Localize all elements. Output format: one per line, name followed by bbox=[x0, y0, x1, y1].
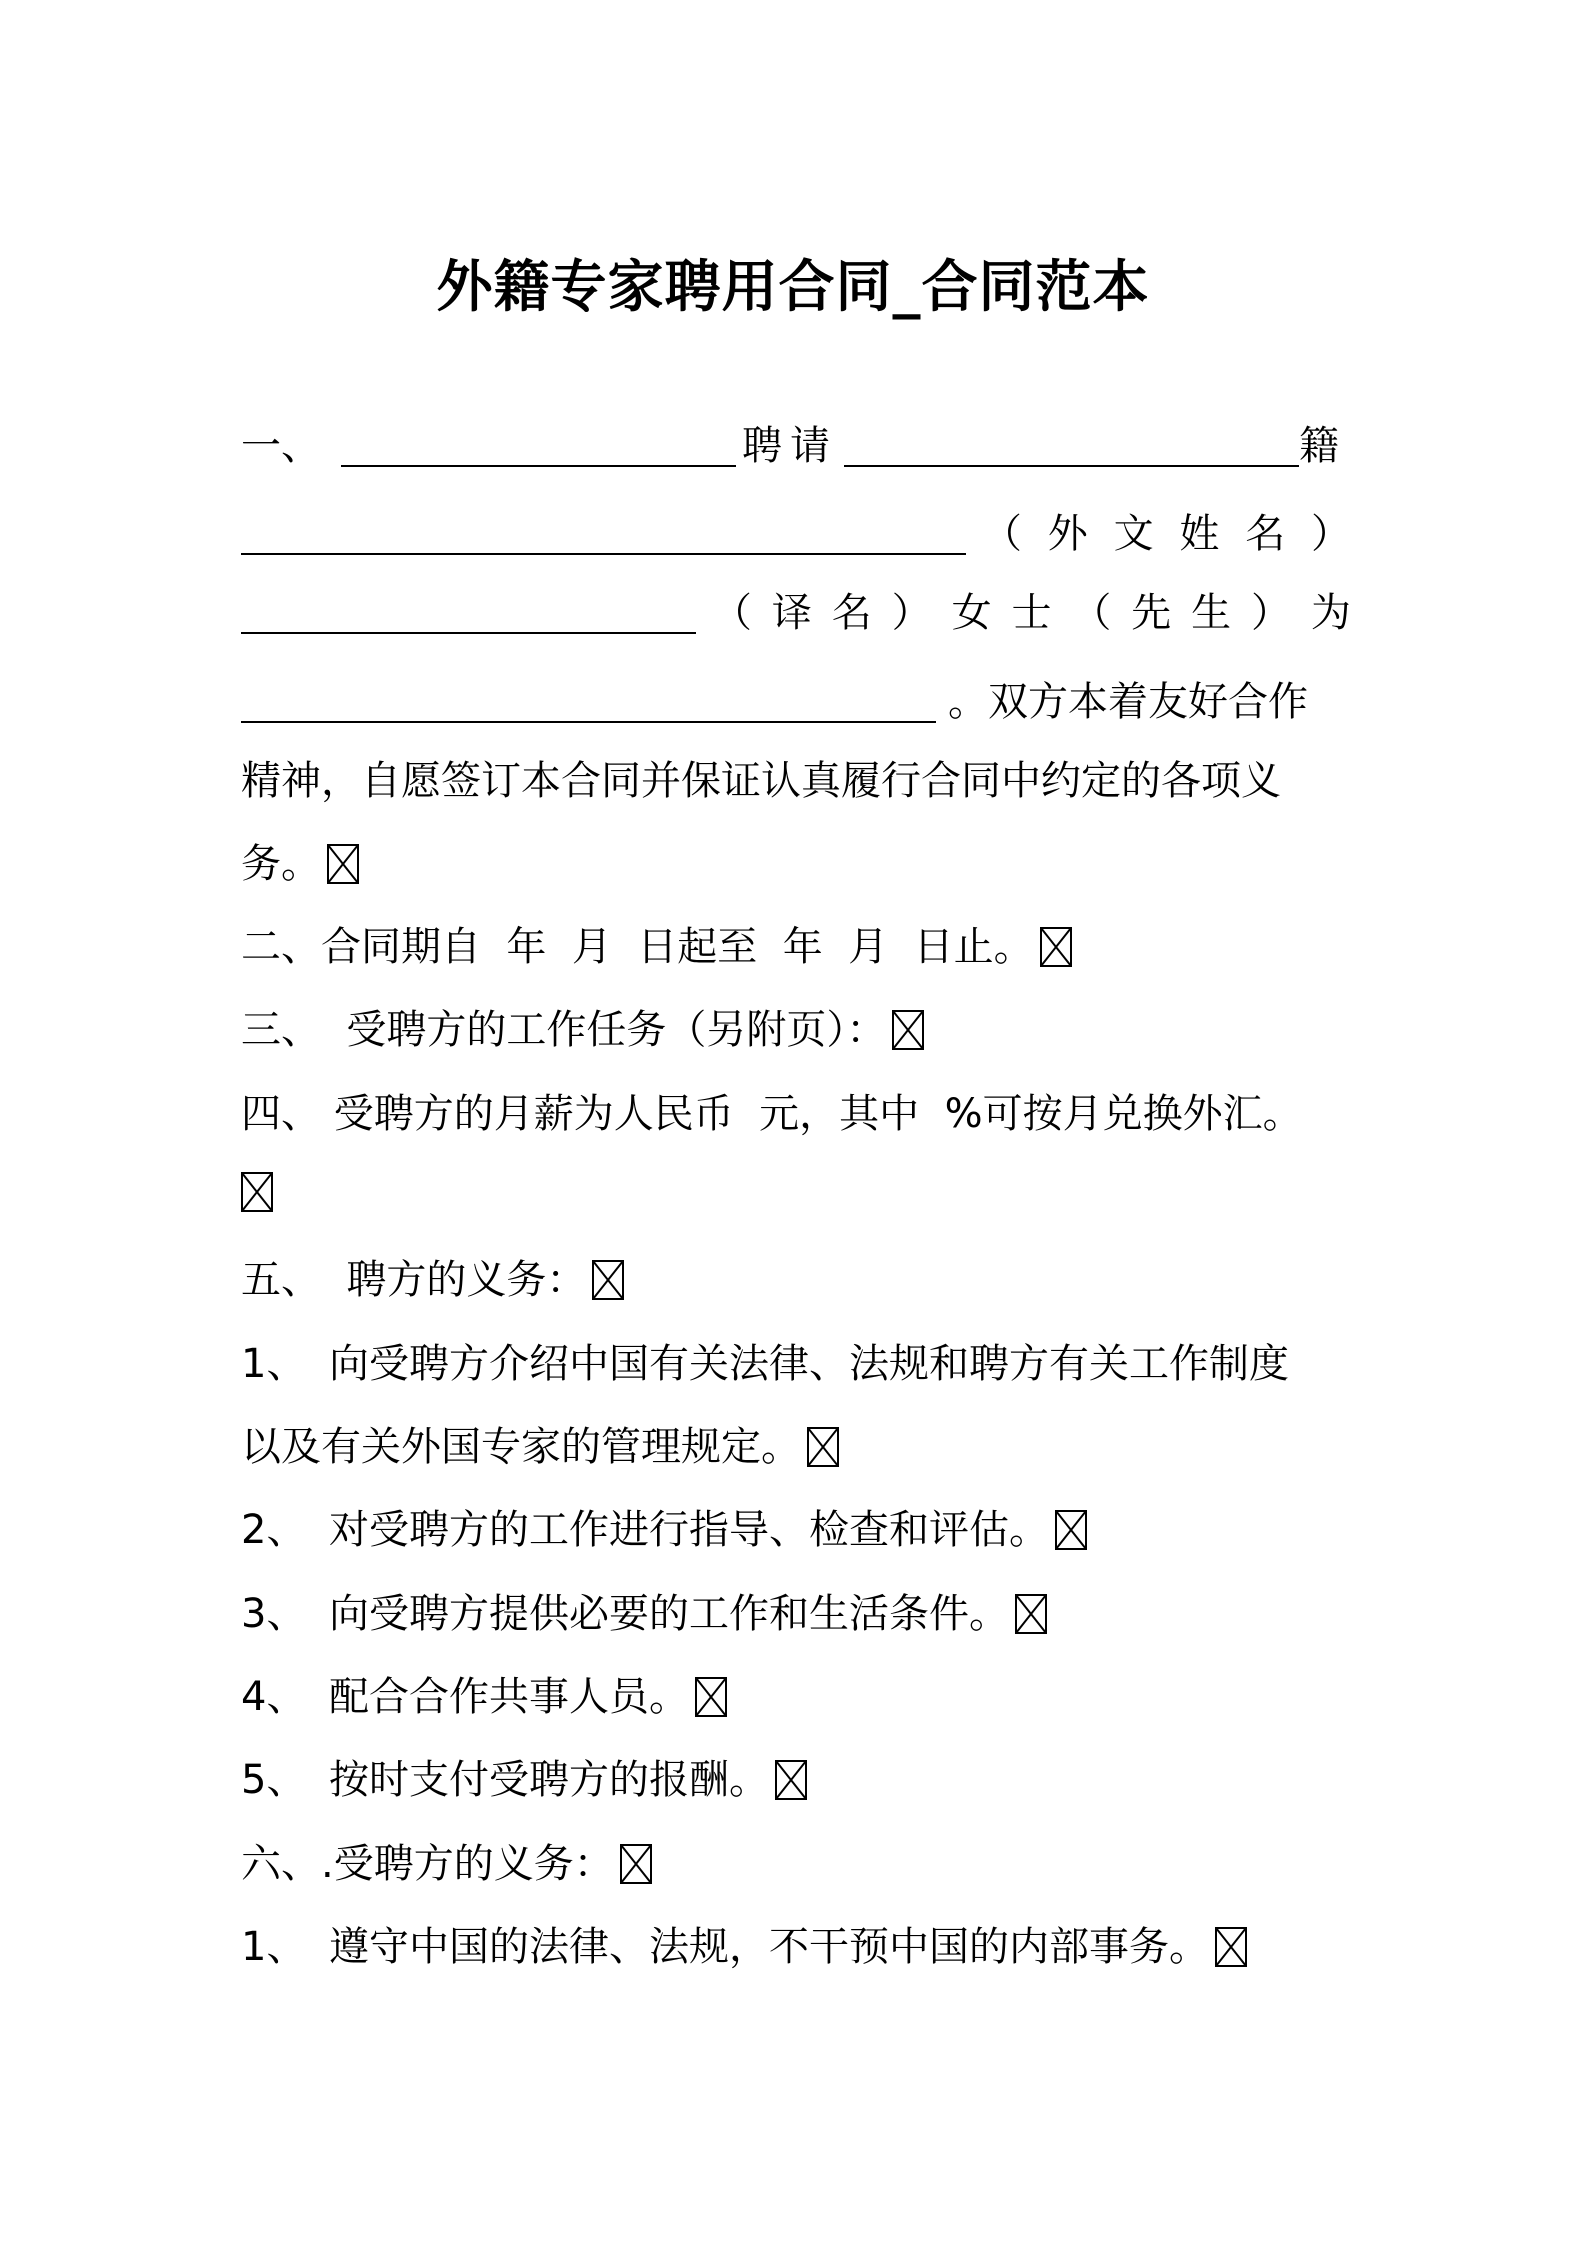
clause-5-item bbox=[241, 1750, 1351, 1810]
item-text: 按时支付受聘方的报酬。 bbox=[329, 1757, 769, 1803]
nationality-blank bbox=[844, 431, 1299, 467]
clause-5-item bbox=[241, 1584, 1351, 1644]
placeholder-box-icon bbox=[1015, 1594, 1047, 1634]
translated-name-blank bbox=[241, 598, 696, 634]
placeholder-box-icon bbox=[1215, 1927, 1247, 1967]
placeholder-box-icon bbox=[1040, 927, 1072, 967]
clause-4-text: 四、 受聘方的月薪为人民币 元，其中 %可按月兑换外汇。 bbox=[241, 1091, 1303, 1137]
placeholder-box-icon bbox=[592, 1260, 624, 1300]
placeholder-box-icon bbox=[327, 844, 359, 884]
clause-5-item bbox=[241, 1500, 1351, 1560]
clause-1-text-4: 。双方本着友好合作 bbox=[948, 679, 1308, 725]
clause-5-heading bbox=[241, 1250, 1351, 1310]
clause-1-line-3 bbox=[241, 583, 1351, 643]
item-text: 向受聘方提供必要的工作和生活条件。 bbox=[329, 1591, 1009, 1637]
placeholder-box-icon bbox=[241, 1172, 273, 1212]
clause-3 bbox=[241, 1000, 1351, 1060]
item-text: 向受聘方介绍中国有关法律、法规和聘方有关工作制度 bbox=[329, 1341, 1289, 1387]
translated-name-label: （ 译 名 ） 女 士 （ 先 生 ） 为 bbox=[712, 590, 1351, 636]
clause-2 bbox=[241, 917, 1351, 977]
clause-1-text-6: 务。 bbox=[241, 841, 321, 887]
clause-1-line-6 bbox=[241, 834, 1351, 894]
item-text: 遵守中国的法律、法规，不干预中国的内部事务。 bbox=[329, 1924, 1209, 1970]
item-number: 1、 bbox=[241, 1341, 307, 1387]
clause-5-item-continuation bbox=[241, 1417, 1351, 1477]
item-text: 对受聘方的工作进行指导、检查和评估。 bbox=[329, 1507, 1049, 1553]
document-title: 外籍专家聘用合同_合同范本 bbox=[436, 255, 1150, 320]
clause-3-text: 三、 受聘方的工作任务（另附页）： bbox=[241, 1007, 887, 1053]
clause-1-line-4 bbox=[241, 672, 1351, 732]
item-number: 1、 bbox=[241, 1924, 307, 1970]
clause-1-line-1 bbox=[241, 416, 1351, 476]
position-blank bbox=[241, 687, 936, 723]
placeholder-box-icon bbox=[695, 1677, 727, 1717]
clause-6-heading-text: 六、.受聘方的义务： bbox=[241, 1841, 614, 1887]
clause-1-line-2 bbox=[241, 504, 1351, 564]
placeholder-box-icon bbox=[620, 1844, 652, 1884]
clause-2-text: 二、合同期自 年 月 日起至 年 月 日止。 bbox=[241, 924, 1034, 970]
foreign-name-blank bbox=[241, 519, 966, 555]
nationality-suffix: 籍 bbox=[1299, 423, 1339, 469]
clause-5-item bbox=[241, 1334, 1351, 1394]
placeholder-box-icon bbox=[892, 1010, 924, 1050]
item-text: 配合合作共事人员。 bbox=[329, 1674, 689, 1720]
item-text: 以及有关外国专家的管理规定。 bbox=[241, 1424, 801, 1470]
placeholder-box-icon bbox=[807, 1427, 839, 1467]
clause-1-text-5: 精神，自愿签订本合同并保证认真履行合同中约定的各项义 bbox=[241, 758, 1281, 804]
placeholder-box-icon bbox=[775, 1760, 807, 1800]
employer-name-blank bbox=[341, 431, 736, 467]
clause-5-heading-text: 五、 聘方的义务： bbox=[241, 1257, 587, 1303]
clause-4-box-line bbox=[241, 1172, 1351, 1212]
item-number: 2、 bbox=[241, 1507, 307, 1553]
clause-5-item bbox=[241, 1667, 1351, 1727]
hire-word: 聘请 bbox=[742, 423, 838, 469]
clause-6-heading bbox=[241, 1834, 1351, 1894]
clause-1-line-5 bbox=[241, 751, 1351, 811]
item-number: 4、 bbox=[241, 1674, 307, 1720]
foreign-name-label: （ 外 文 姓 名 ） bbox=[982, 511, 1351, 557]
clause-1-prefix: 一、 bbox=[241, 423, 321, 469]
clause-6-item bbox=[241, 1917, 1351, 1977]
clause-4 bbox=[241, 1084, 1351, 1144]
item-number: 5、 bbox=[241, 1757, 307, 1803]
placeholder-box-icon bbox=[1055, 1510, 1087, 1550]
item-number: 3、 bbox=[241, 1591, 307, 1637]
